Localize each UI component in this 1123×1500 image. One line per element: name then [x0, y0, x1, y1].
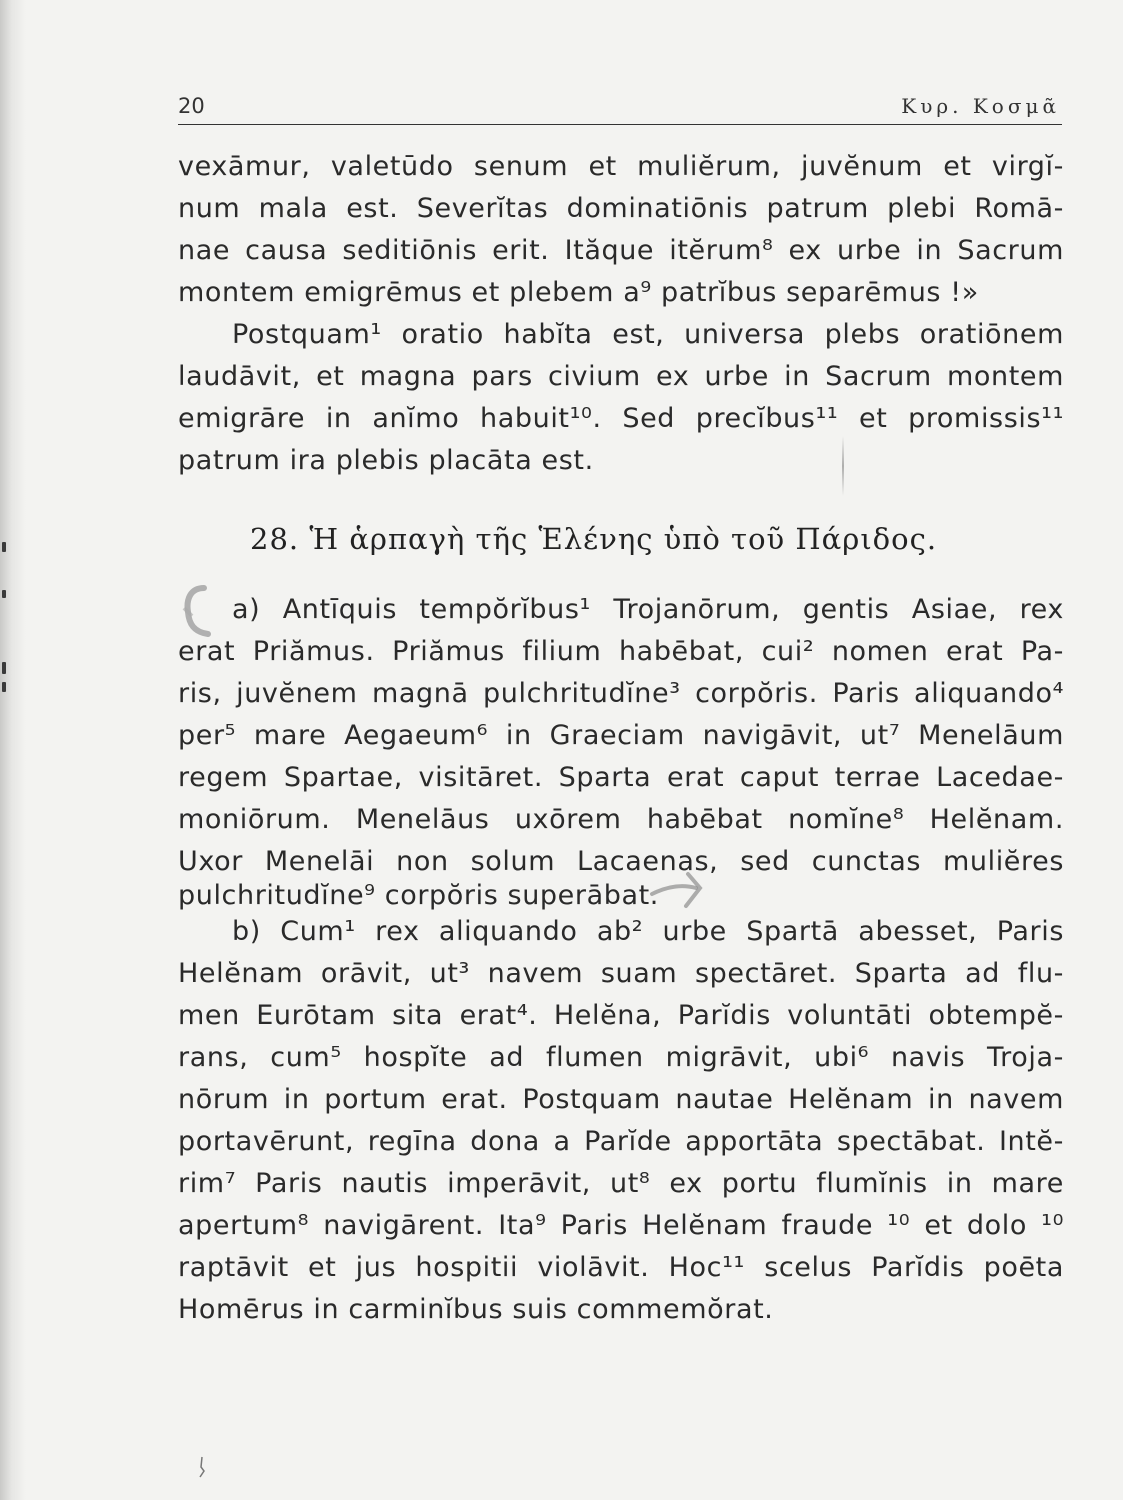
text-line: laudāvit, et magna pars civium ex urbe in Sacrum montem [178, 361, 1064, 392]
text-line: nōrum in portum erat. Postquam nautae Helĕnam in navem [178, 1084, 1064, 1115]
text-line: rim⁷ Paris nautis imperāvit, ut⁸ ex portu flumĭnis in mare [178, 1168, 1064, 1199]
running-head: Κυρ. Κοσμᾶ [901, 94, 1060, 118]
text-line: pulchritudĭne⁹ corpŏris superābat. [178, 880, 659, 911]
text-line: emigrāre in anĭmo habuit¹⁰. Sed precĭbus¹¹ et promissis¹¹ [178, 403, 1064, 434]
text-line: apertum⁸ navigārent. Ita⁹ Paris Helĕnam fraude ¹⁰ et dolo ¹⁰ [178, 1210, 1064, 1241]
text-line: raptāvit et jus hospitii violāvit. Hoc¹¹ scelus Parĭdis poēta [178, 1252, 1064, 1283]
text-line: Uxor Menelāi non solum Lacaenas, sed cunctas muliĕres [178, 846, 1064, 877]
page-edge-shadow [0, 0, 26, 1500]
section-heading: 28. Ἡ ἁρπαγὴ τῆς Ἑλένης ὑπὸ τοῦ Πάριδος. [250, 522, 938, 556]
text-line: moniōrum. Menelāus uxōrem habēbat nomĭne⁸ Helĕnam. [178, 804, 1064, 835]
stray-pencil-mark [196, 1455, 208, 1479]
page-number: 20 [178, 94, 205, 118]
text-line: patrum ira plebis placāta est. [178, 445, 594, 476]
text-line: ris, juvĕnem magnā pulchritudĭne³ corpŏris. Paris aliquando⁴ [178, 678, 1064, 709]
pencil-mark [842, 436, 844, 496]
text-line: nae causa seditiōnis erit. Ităque itĕrum⁸ ex urbe in Sacrum [178, 235, 1064, 266]
text-line: per⁵ mare Aegaeum⁶ in Graeciam navigāvit, ut⁷ Menelāum [178, 720, 1064, 751]
text-line: b) Cum¹ rex aliquando ab² urbe Spartā abesset, Paris [232, 916, 1064, 947]
text-line: num mala est. Severĭtas dominatiōnis patrum plebi Romā- [178, 193, 1064, 224]
text-line: a) Antīquis tempŏrĭbus¹ Trojanōrum, gentis Asiae, rex [232, 594, 1064, 625]
text-line: men Eurōtam sita erat⁴. Helĕna, Parĭdis voluntāti obtempĕ- [178, 1000, 1064, 1031]
text-line: regem Spartae, visitāret. Sparta erat caput terrae Lacedae- [178, 762, 1064, 793]
text-line: portavērunt, regīna dona a Parĭde apportāta spectābat. Intĕ- [178, 1126, 1064, 1157]
text-line: montem emigrēmus et plebem a⁹ patrĭbus separēmus !» [178, 277, 979, 308]
pencil-arrow-icon [648, 866, 708, 916]
text-line: rans, cum⁵ hospĭte ad flumen migrāvit, ubi⁶ navis Troja- [178, 1042, 1064, 1073]
text-line: erat Priămus. Priămus filium habēbat, cui² nomen erat Pa- [178, 636, 1064, 667]
text-line: Homērus in carminĭbus suis commemŏrat. [178, 1294, 774, 1325]
text-line: Postquam¹ oratio habĭta est, universa plebs oratiōnem [232, 319, 1064, 350]
page-header [178, 92, 1062, 125]
text-line: Helĕnam orāvit, ut³ navem suam spectāret. Sparta ad flu- [178, 958, 1064, 989]
text-line: vexāmur, valetūdo senum et muliĕrum, juvĕnum et virgĭ- [178, 151, 1064, 182]
